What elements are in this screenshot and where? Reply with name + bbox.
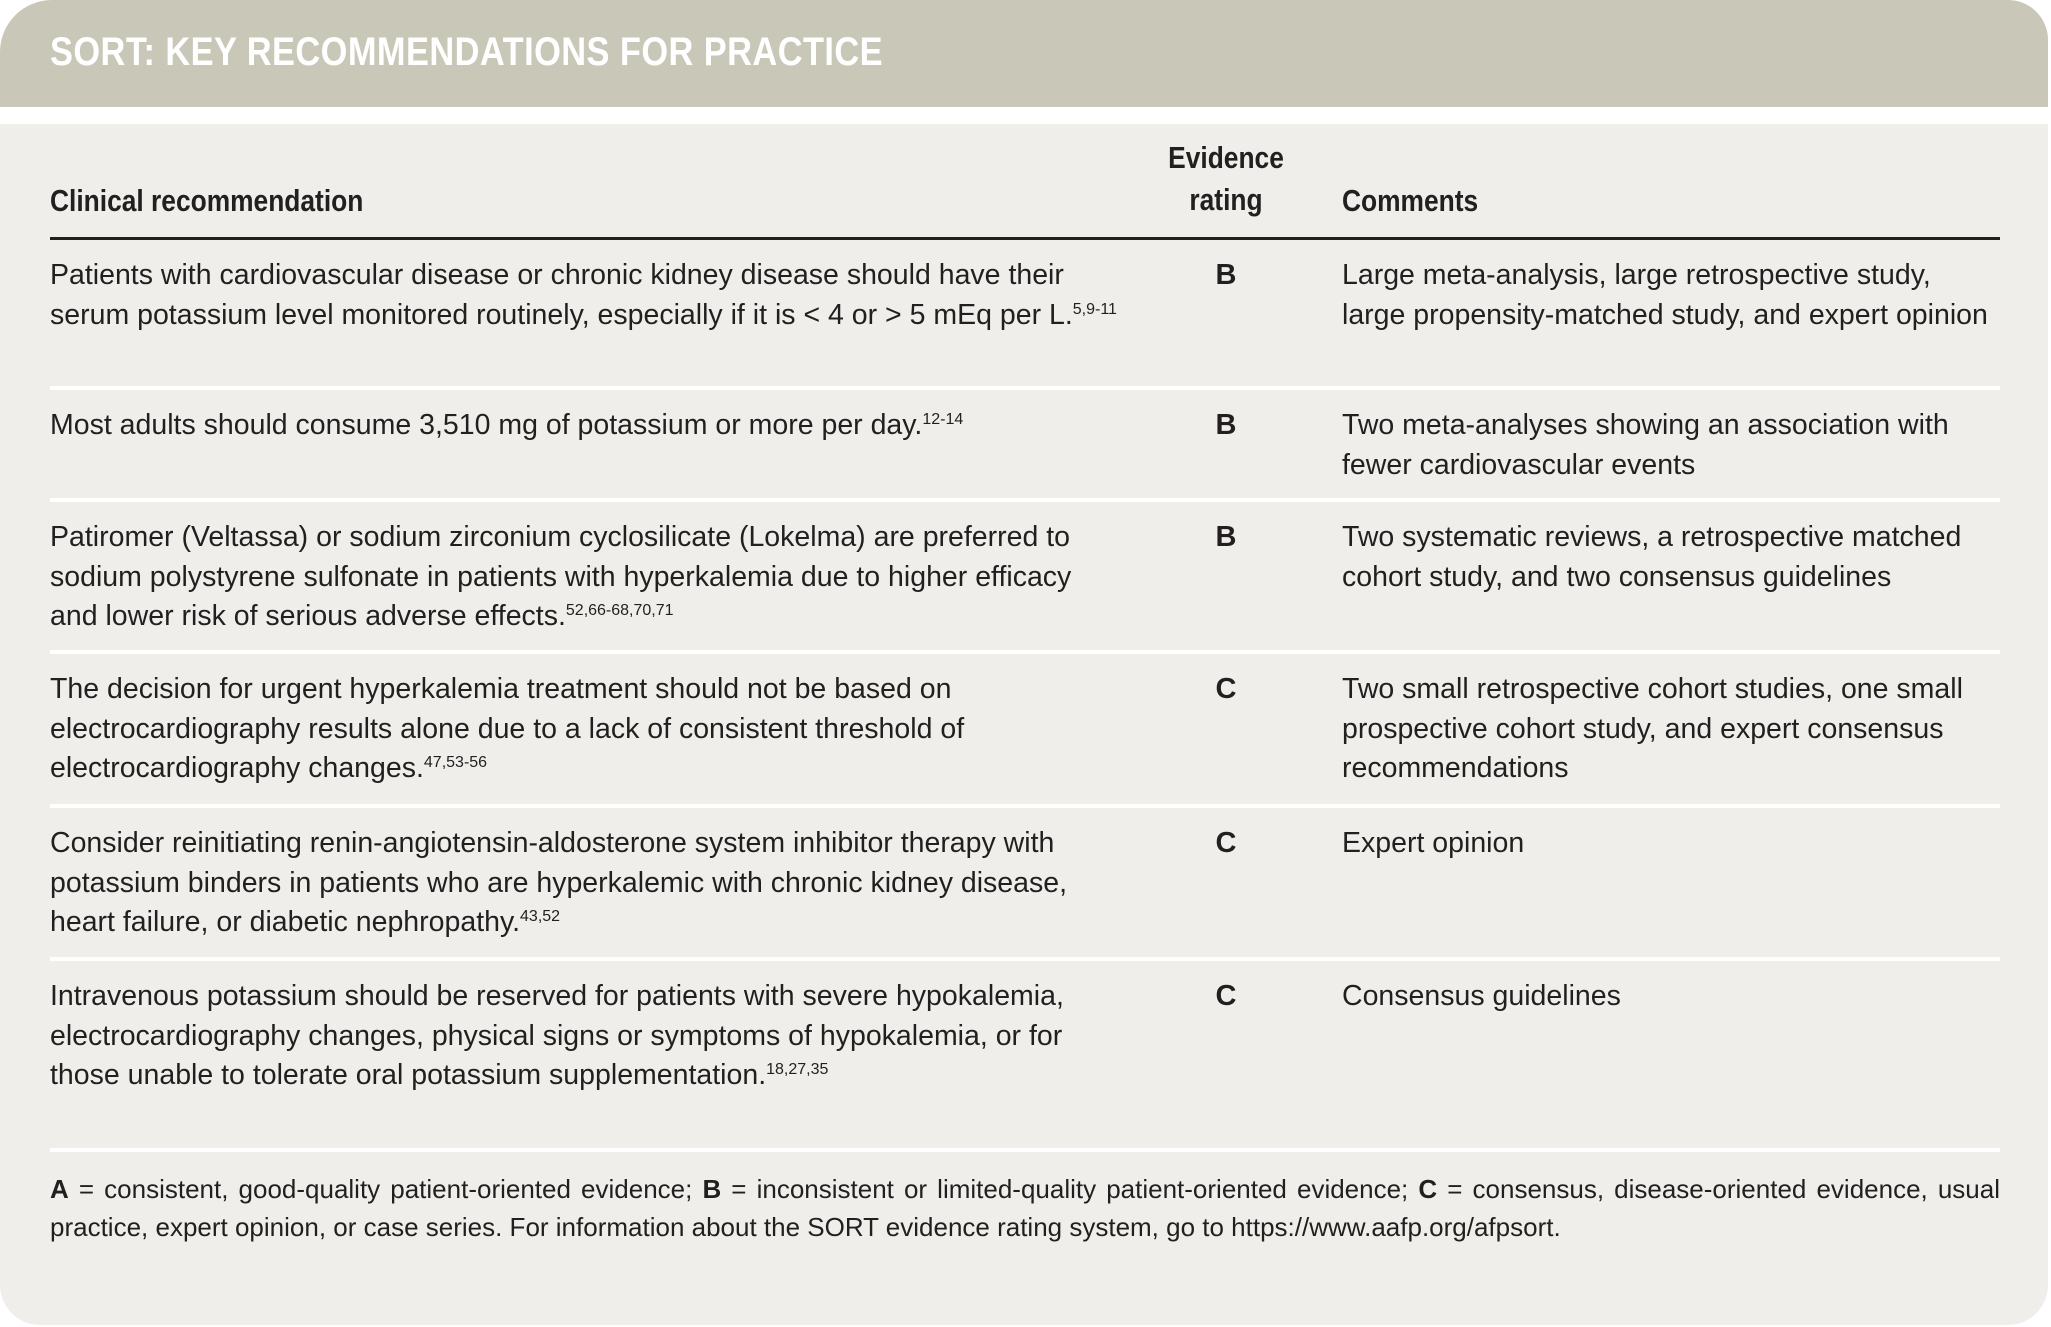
evidence-rating-cell: B [1215,259,1237,291]
reference-superscript: 52,66-68,70,71 [565,602,674,619]
footnote-b-text: = inconsistent or limited-quality patient-oriented evidence; [721,1174,1419,1204]
reference-superscript: 43,52 [520,908,561,925]
reference-superscript: 5,9-11 [1072,300,1117,318]
comments-cell: Two meta-analyses showing an association with fewer cardiovascular events [1342,409,1949,481]
table-title: SORT: KEY RECOMMENDATIONS FOR PRACTICE [50,30,884,74]
evidence-rating-cell: C [1215,827,1237,859]
header-evidence-rating [1141,137,1311,221]
evidence-rating-cell: C [1215,980,1237,1012]
reference-superscript: 18,27,35 [766,1061,829,1078]
evidence-rating-cell: C [1215,673,1237,705]
title-band [0,0,2048,107]
recommendation-text: Intravenous potassium should be reserved for patients with severe hypokalemia, electrocardiography changes, physical signs or symptoms of hypokalemia, or for those unable to tolerate oral potassium supplementation. [50,980,1064,1091]
comments-cell: Two systematic reviews, a retrospective matched cohort study, and two consensus guidelines [1342,521,1962,593]
recommendation-text: Patients with cardiovascular disease or chronic kidney disease should have their serum potassium level monitored routinely, especially if it is < 4 or > 5 mEq per L. [50,259,1073,331]
reference-superscript: 47,53-56 [423,754,488,771]
recommendation-cell [50,824,1125,943]
table-row [50,654,2000,808]
table-row [50,240,2000,390]
evidence-rating-cell: B [1215,409,1237,441]
row-divider [50,1148,2000,1152]
header-recommendation: Clinical recommendation [50,183,364,218]
comments-cell: Expert opinion [1342,827,1525,859]
table-row [50,961,2000,1152]
recommendation-text: The decision for urgent hyperkalemia treatment should not be based on electrocardiography results alone due to a lack of consistent threshold of electrocardiography changes. [50,673,965,784]
footnote-a-text: = consistent, good-quality patient-oriented evidence; [68,1174,703,1204]
header-comments: Comments [1342,183,1479,218]
table-row [50,502,2000,654]
footnote [50,1170,2000,1246]
recommendation-cell [50,406,1125,446]
recommendation-cell [50,256,1125,335]
recommendation-text: Most adults should consume 3,510 mg of potassium or more per day. [50,409,923,441]
table-row [50,390,2000,502]
recommendation-text: Patiromer (Veltassa) or sodium zirconium cyclosilicate (Lokelma) are preferred to sodium polystyrene sulfonate in patients with hyperkalemia due to higher efficacy and lower risk of serious adverse effects. [50,521,1072,632]
title-gap [0,107,2048,124]
evidence-rating-cell: B [1215,521,1237,553]
comments-cell: Two small retrospective cohort studies, one small prospective cohort study, and expert consensus recommendations [1342,673,1963,784]
recommendation-cell [50,518,1125,637]
recommendation-cell [50,670,1125,789]
footnote-c-text: = consensus, disease-oriented evidence, usual practice, expert opinion, or case series. For information about the SORT evidence rating system, go to https://www.aafp.org/afpsort. [50,1174,2001,1242]
reference-superscript: 12-14 [922,411,964,428]
header-rating-line1: Evidence [1168,140,1284,175]
table-row [50,808,2000,961]
recommendation-cell [50,977,1125,1096]
comments-cell: Large meta-analysis, large retrospective study, large propensity-matched study, and expert opinion [1342,259,1988,331]
footnote-c-key: C [1418,1174,1438,1204]
comments-cell: Consensus guidelines [1342,980,1621,1012]
header-rating-line2: rating [1189,182,1263,217]
footnote-a-key: A [50,1174,69,1204]
footnote-b-key: B [702,1174,722,1204]
recommendation-text: Consider reinitiating renin-angiotensin-aldosterone system inhibitor therapy with potassium binders in patients who are hyperkalemic with chronic kidney disease, heart failure, or diabetic nephropathy. [50,827,1068,938]
